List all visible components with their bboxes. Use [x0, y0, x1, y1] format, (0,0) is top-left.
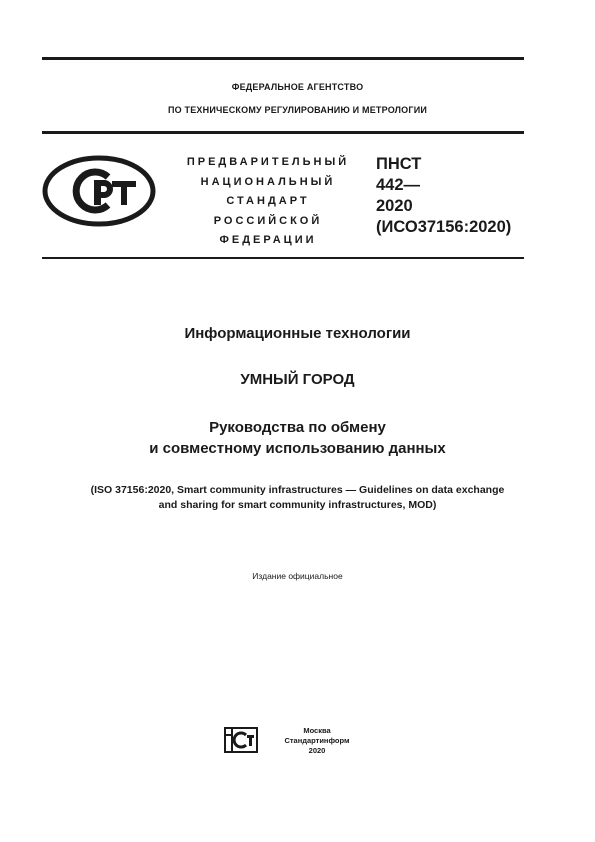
header-bottom-rule: [42, 257, 524, 259]
standard-code-line: ПНСТ: [376, 155, 422, 173]
document-title: УМНЫЙ ГОРОД: [240, 371, 355, 388]
standard-code-line: 442—: [376, 176, 421, 194]
rst-certification-mark-icon: [42, 155, 156, 227]
document-subject: Информационные технологии: [184, 325, 411, 342]
standard-type-line: ФЕДЕРАЦИИ: [219, 234, 317, 246]
standard-code: [376, 154, 511, 238]
english-title-line-1: (ISO 37156:2020, Smart community infrastructures — Guidelines on data exchange: [90, 484, 505, 496]
standard-code-line: 2020: [376, 197, 413, 215]
standard-type-line: ПРЕДВАРИТЕЛЬНЫЙ: [186, 156, 350, 168]
top-rule: [42, 57, 524, 60]
standard-type-line: РОССИЙСКОЙ: [213, 214, 323, 227]
header-rule: [42, 131, 524, 134]
publisher-city: Москва: [303, 726, 331, 735]
agency-line-2: ПО ТЕХНИЧЕСКОМУ РЕГУЛИРОВАНИЮ И МЕТРОЛОГИИ: [167, 105, 428, 115]
standard-code-line: (ИСО37156:2020): [376, 218, 512, 236]
standartinform-logo-icon: [224, 727, 258, 753]
publisher-block: [272, 726, 362, 756]
publisher-year: 2020: [308, 746, 326, 755]
english-title-line-2: and sharing for smart community infrastructures, MOD): [158, 499, 437, 511]
document-subtitle-line-2: и совместному использованию данных: [149, 440, 446, 457]
standard-type-line: НАЦИОНАЛЬНЫЙ: [200, 175, 336, 188]
agency-line-1: ФЕДЕРАЛЬНОЕ АГЕНТСТВО: [231, 82, 364, 92]
standard-type-line: СТАНДАРТ: [226, 195, 310, 207]
publisher-name: Стандартинформ: [284, 736, 350, 745]
document-subtitle-line-1: Руководства по обмену: [209, 419, 386, 436]
edition-label: Издание официальное: [252, 571, 343, 581]
standard-type: [170, 153, 366, 251]
